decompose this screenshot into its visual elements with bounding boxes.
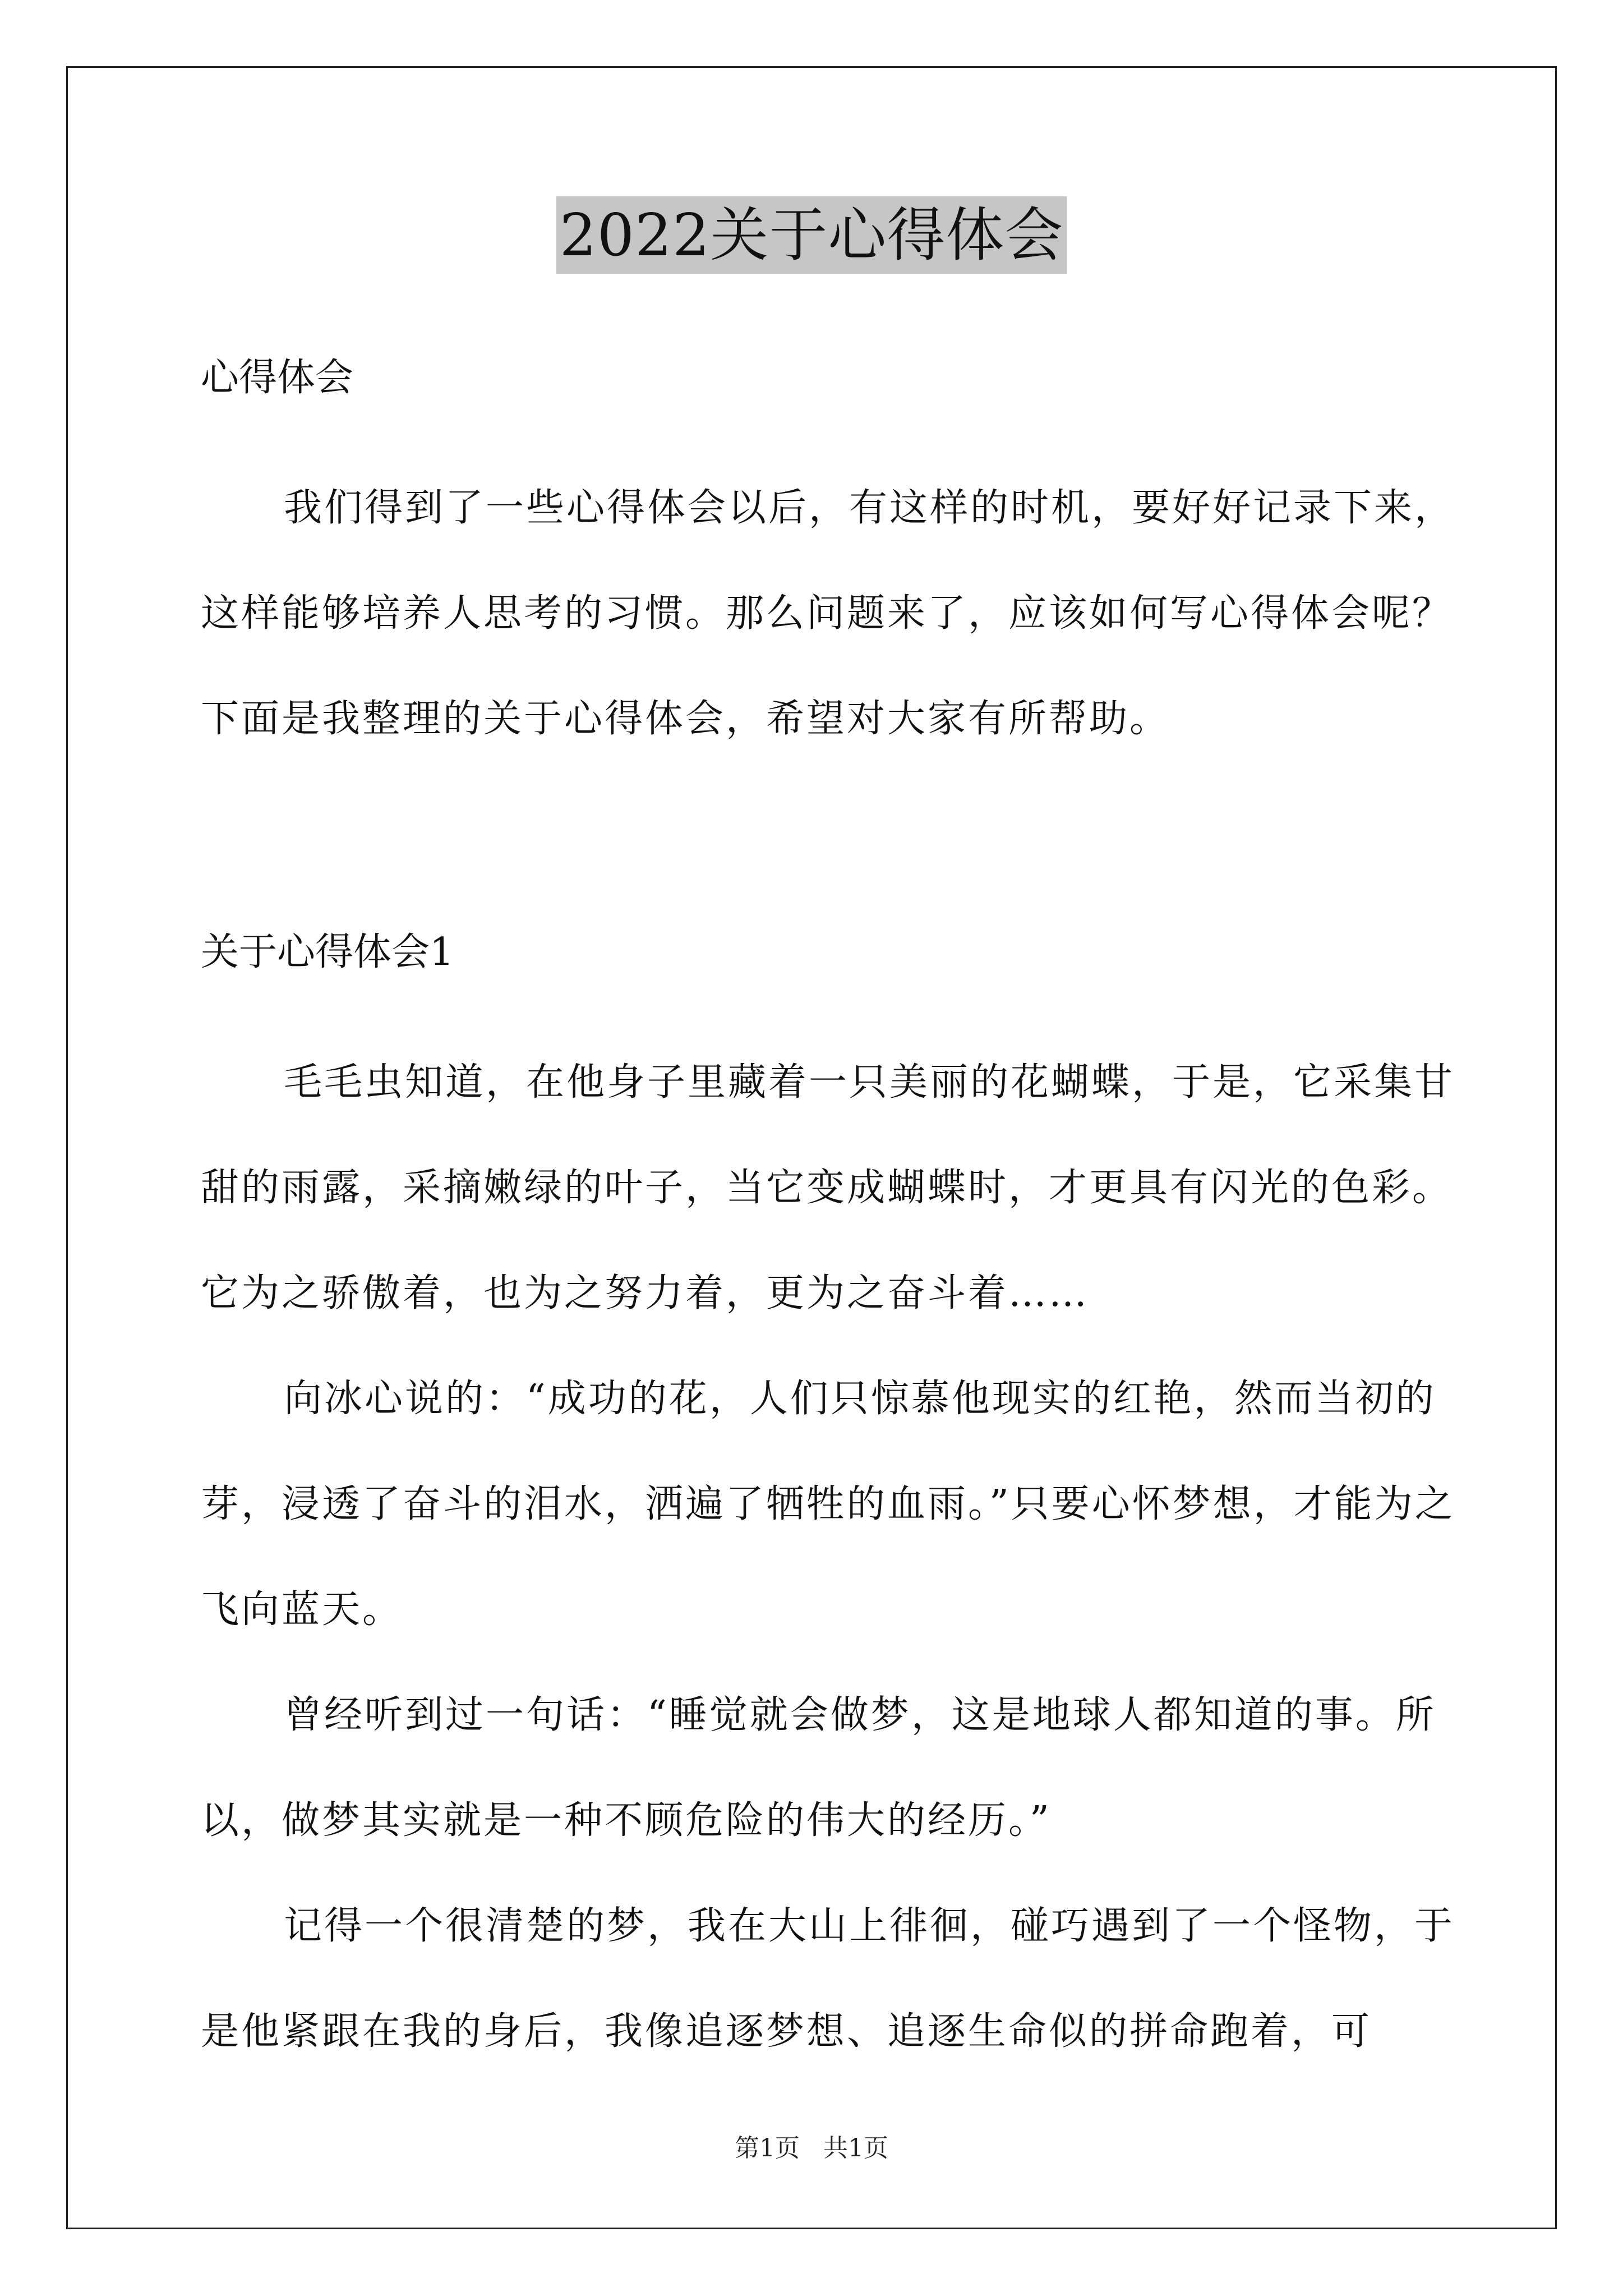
title-container [0, 196, 1623, 274]
section-heading: 心得体会 [201, 356, 354, 400]
body-paragraph-3: 曾经听到过一句话：“睡觉就会做梦，这是地球人都知道的事。所以，做梦其实就是一种不顾危险的伟大的经历。” [201, 1693, 1436, 1843]
document-body [201, 349, 1468, 2085]
body-paragraph-4: 记得一个很清楚的梦，我在大山上徘徊，碰巧遇到了一个怪物，于是他紧跟在我的身后，我像追逐梦想、追逐生命似的拼命跑着，可 [201, 1904, 1455, 2054]
body-paragraph-2: 向冰心说的：“成功的花，人们只惊慕他现实的红艳，然而当初的芽，浸透了奋斗的泪水，洒遍了牺牲的血雨。”只要心怀梦想，才能为之飞向蓝天。 [201, 1377, 1455, 1632]
page-footer: 第1页 共1页 [735, 2134, 888, 2162]
intro-paragraph: 我们得到了一些心得体会以后，有这样的时机，要好好记录下来，这样能够培养人思考的习惯。那么问题来了，应该如何写心得体会呢？下面是我整理的关于心得体会，希望对大家有所帮助。 [201, 486, 1455, 741]
document-title: 2022关于心得体会 [556, 196, 1067, 274]
spacer [201, 982, 1468, 1030]
body-paragraph-1: 毛毛虫知道，在他身子里藏着一只美丽的花蝴蝶，于是，它采集甘甜的雨露，采摘嫩绿的叶子，当它变成蝴蝶时，才更具有闪光的色彩。它为之骄傲着，也为之努力着，更为之奋斗着…… [201, 1060, 1455, 1315]
spacer [201, 407, 1468, 455]
spacer [201, 772, 1468, 923]
subsection-heading: 关于心得体会1 [201, 930, 454, 974]
